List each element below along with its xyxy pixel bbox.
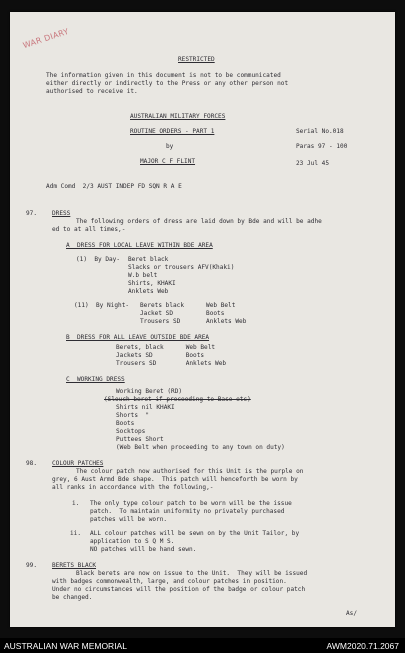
- section-c-item: Shorts ": [116, 412, 150, 419]
- day-item: Shirts, KHAKI: [128, 280, 176, 287]
- para-97-line-1: The following orders of dress are laid down by Bde and will be adhe: [76, 218, 322, 225]
- section-b-item: Trousers SD Anklets Web: [116, 360, 227, 367]
- para-98-line-2: grey, 6 Aust Armd Bde shape. This patch will henceforth be worn by: [52, 476, 298, 483]
- para-98-i-line-2: patch. To maintain uniformity no privately purchased: [90, 508, 285, 515]
- para-98-i-line-1: The only type colour patch to be worn will be the issue: [90, 500, 292, 507]
- para-99-title: BERETS BLACK: [52, 562, 97, 569]
- section-b-item: Jackets SD Boots: [116, 352, 205, 359]
- para-99-line-3: Under no circumstances will the position of the badge or colour patch: [52, 586, 306, 593]
- footer-bar: [0, 638, 405, 653]
- section-c-item: Socktops: [116, 428, 146, 435]
- notice-line-2: either directly or indirectly to the Press or any other person not: [46, 80, 289, 87]
- by-night-label: (11) By Night-: [74, 302, 130, 309]
- para-99-line-4: be changed.: [52, 594, 93, 601]
- section-a-title: A DRESS FOR LOCAL LEAVE WITHIN BDE AREA: [66, 242, 213, 249]
- section-c-struck-item: (Slouch beret if proceeding to Base etc): [104, 396, 251, 403]
- para-99-line-2: with badges commonwealth, large, and colour patches in position.: [52, 578, 287, 585]
- para-97-line-2: ed to at all times,-: [52, 226, 126, 233]
- day-item: Slacks or trousers AFV(Khaki): [128, 264, 235, 271]
- section-c-item: Puttees Short: [116, 436, 164, 443]
- day-item: W.b belt: [128, 272, 158, 279]
- day-item: Anklets Web: [128, 288, 169, 295]
- notice-line-3: authorised to receive it.: [46, 88, 138, 95]
- night-item: Jacket SD Boots: [140, 310, 225, 317]
- force-heading: AUSTRALIAN MILITARY FORCES: [130, 113, 226, 120]
- para-98-ii-line-2: application to S Q M S.: [90, 538, 175, 545]
- night-item: Berets black Web Belt: [140, 302, 236, 309]
- day-item: Beret black: [128, 256, 169, 263]
- orders-heading: ROUTINE ORDERS - PART 1: [130, 128, 215, 135]
- section-c-item: Shirts nil KHAKI: [116, 404, 175, 411]
- serial-number: Serial No.018: [296, 128, 344, 135]
- section-c-item: Boots: [116, 420, 135, 427]
- paras-range: Paras 97 - 100: [296, 143, 348, 150]
- para-97-title: DRESS: [52, 210, 71, 217]
- section-b-item: Berets, black Web Belt: [116, 344, 216, 351]
- para-99-number: 99.: [26, 562, 38, 569]
- by-text: by: [166, 143, 174, 150]
- footer-institution: AUSTRALIAN WAR MEMORIAL: [4, 641, 127, 651]
- para-98-title: COLOUR PATCHES: [52, 460, 104, 467]
- night-item: Trousers SD Anklets Web: [140, 318, 247, 325]
- para-98-ii-number: ii.: [70, 530, 82, 537]
- para-98-ii-line-1: ALL colour patches will be sewn on by the Unit Tailor, by: [90, 530, 300, 537]
- document-page: [10, 12, 395, 627]
- footer-accession-number: AWM2020.71.2067: [326, 641, 399, 651]
- by-day-label: (1) By Day-: [76, 256, 121, 263]
- order-date: 23 Jul 45: [296, 160, 330, 167]
- para-98-ii-line-3: NO patches will be hand sewn.: [90, 546, 197, 553]
- catchword: As/: [346, 610, 358, 617]
- section-b-title: B DRESS FOR ALL LEAVE OUTSIDE BDE AREA: [66, 334, 210, 341]
- para-97-number: 97.: [26, 210, 38, 217]
- officer-name: MAJOR C F FLINT: [140, 158, 196, 165]
- para-98-i-number: i.: [72, 500, 80, 507]
- notice-line-1: The information given in this document is not to be communicated: [46, 72, 281, 79]
- restricted-heading: RESTRICTED: [178, 56, 215, 63]
- para-98-line-1: The colour patch now authorised for this Unit is the purple on: [76, 468, 304, 475]
- para-98-line-3: all ranks in accordance with the following,-: [52, 484, 214, 491]
- para-98-number: 98.: [26, 460, 38, 467]
- section-c-title: C WORKING DRESS: [66, 376, 125, 383]
- war-diary-stamp: WAR DIARY: [21, 26, 70, 51]
- para-99-line-1: Black berets are now on issue to the Unit. They will be issued: [76, 570, 308, 577]
- section-c-item: Working Beret (RD): [116, 388, 183, 395]
- unit-line: Adm Comd 2/3 AUST INDEP FD SQN R A E: [46, 183, 182, 190]
- para-98-i-line-3: patches will be worn.: [90, 516, 168, 523]
- section-c-item: (Web Belt when proceeding to any town on duty): [116, 444, 285, 451]
